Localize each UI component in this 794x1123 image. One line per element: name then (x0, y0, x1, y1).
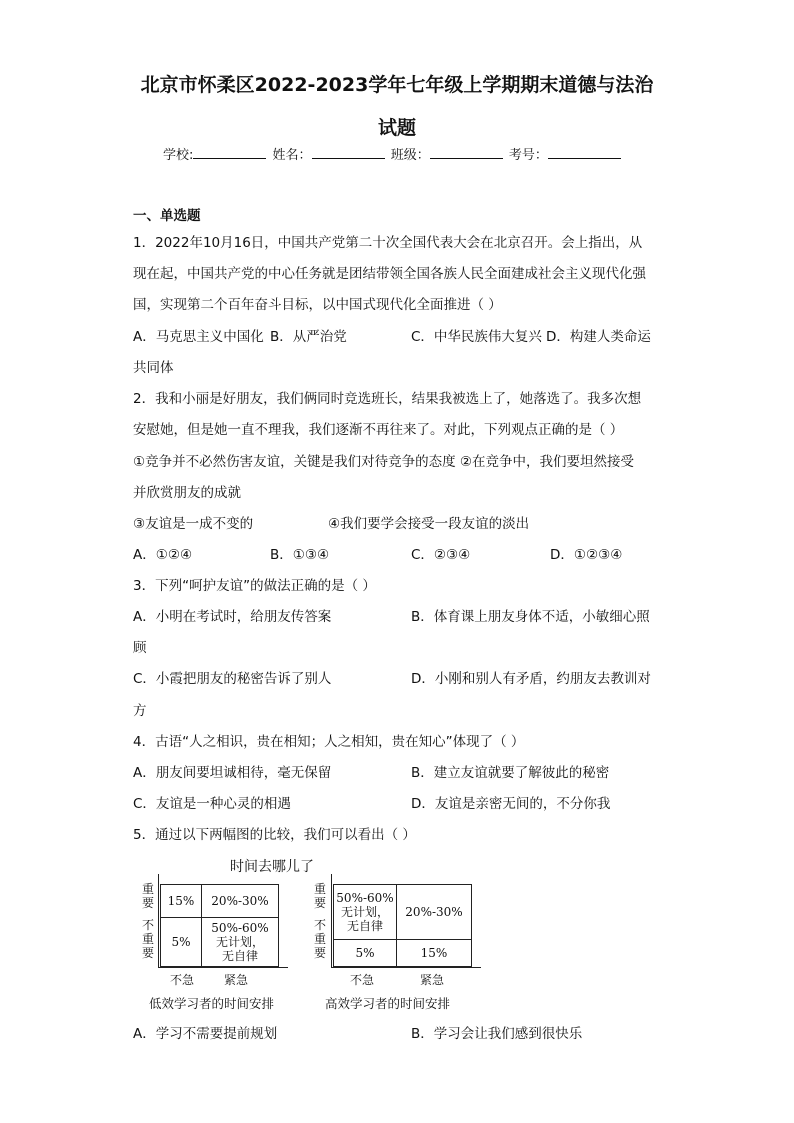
left-cell-important-urgent: 20%-30% (201, 884, 279, 918)
left-y-axis (158, 874, 159, 968)
right-cell-important-urgent: 20%-30% (396, 884, 472, 940)
left-cell-important-not-urgent: 15% (160, 884, 202, 918)
class-blank[interactable] (430, 146, 503, 159)
left-caption: 低效学习者的时间安排 (149, 996, 275, 1011)
section-heading: 一、单选题 (133, 208, 201, 224)
right-cell-important-not-urgent (333, 884, 397, 940)
q1-option-d[interactable]: D．构建人类命运 (546, 329, 651, 345)
right-y-label-unimportant: 不重要 (313, 918, 326, 960)
school-label: 学校: (163, 148, 194, 163)
left-br-line-2: 无计划， (215, 935, 264, 949)
q1-line-3: 国，实现第二个百年奋斗目标，以中国式现代化全面推进（ ） (133, 297, 502, 313)
right-y-label-important: 重要 (313, 882, 326, 910)
q2-line-3: ①竞争并不必然伤害友谊，关键是我们对待竞争的态度 ②在竞争中，我们要坦然接受 (133, 454, 634, 470)
page-title-line1: 北京市怀柔区2022-2023学年七年级上学期期末道德与法治 (140, 74, 654, 96)
q2-option-b[interactable]: B．①③④ (270, 547, 330, 563)
q3-option-d-wrap: 方 (133, 703, 147, 719)
q3-option-b-wrap: 顾 (133, 640, 147, 656)
left-x-label-not-urgent: 不急 (170, 973, 195, 987)
q1-option-a[interactable]: A．马克思主义中国化 (133, 329, 264, 345)
q3-option-c[interactable]: C．小霞把朋友的秘密告诉了别人 (133, 671, 332, 687)
q3-option-a[interactable]: A．小明在考试时，给朋友传答案 (133, 609, 332, 625)
name-label: 姓名： (272, 148, 312, 163)
page-title-line2: 试题 (377, 117, 416, 139)
school-blank[interactable] (193, 146, 266, 159)
right-tl-line-1: 50%-60% (336, 891, 394, 905)
right-x-axis (331, 967, 481, 968)
q3-option-b[interactable]: B．体育课上朋友身体不适，小敏细心照 (411, 609, 650, 625)
name-blank[interactable] (312, 146, 385, 159)
right-y-axis (331, 874, 332, 968)
q1-line-2: 现在起，中国共产党的中心任务就是团结带领全国各族人民全面建成社会主义现代化强 (133, 266, 646, 282)
q1-option-c[interactable]: C．中华民族伟大复兴 (411, 329, 542, 345)
q2-option-d[interactable]: D．①②③④ (550, 547, 623, 563)
right-cell-unimportant-not-urgent: 5% (333, 939, 397, 967)
q1-option-d-wrap: 共同体 (133, 360, 174, 376)
right-x-label-urgent: 紧急 (420, 973, 445, 987)
right-tl-line-3: 无自律 (346, 919, 383, 933)
q4-option-a[interactable]: A．朋友间要坦诚相待，毫无保留 (133, 765, 332, 781)
q2-line-2: 安慰她，但是她一直不理我，我们逐渐不再往来了。对此，下列观点正确的是（ ） (133, 422, 624, 438)
q5-stem: 5．通过以下两幅图的比较，我们可以看出（ ） (133, 827, 416, 843)
q4-stem: 4．古语“人之相识，贵在相知；人之相知，贵在知心”体现了（ ） (133, 734, 525, 750)
left-y-label-unimportant: 不重要 (141, 918, 154, 960)
figure-title: 时间去哪儿了 (230, 859, 314, 875)
left-cell-unimportant-urgent (201, 917, 279, 967)
q5-option-a[interactable]: A．学习不需要提前规划 (133, 1026, 278, 1042)
right-cell-unimportant-urgent: 15% (396, 939, 472, 967)
right-caption: 高效学习者的时间安排 (325, 996, 451, 1011)
student-info-line (163, 144, 623, 163)
q2-item-3: ③友谊是一成不变的 (133, 516, 254, 532)
left-br-line-1: 50%-60% (211, 921, 269, 935)
q2-line-4: 并欣赏朋友的成就 (133, 485, 241, 501)
q2-option-c[interactable]: C．②③④ (411, 547, 471, 563)
right-tl-line-2: 无计划， (340, 905, 389, 919)
left-br-line-3: 无自律 (221, 949, 258, 963)
q2-option-a[interactable]: A．①②④ (133, 547, 193, 563)
q3-option-d[interactable]: D．小刚和别人有矛盾，约朋友去教训对 (411, 671, 651, 687)
q2-line-1: 2．我和小丽是好朋友，我们俩同时竞选班长，结果我被选上了，她落选了。我多次想 (133, 391, 642, 407)
exam-number-blank[interactable] (548, 146, 621, 159)
q1-line-1: 1．2022年10月16日，中国共产党第二十次全国代表大会在北京召开。会上指出，从 (133, 235, 643, 251)
left-x-axis (158, 967, 288, 968)
q5-option-b[interactable]: B．学习会让我们感到很快乐 (411, 1026, 583, 1042)
q3-stem: 3．下列“呵护友谊”的做法正确的是（ ） (133, 578, 376, 594)
q4-option-b[interactable]: B．建立友谊就要了解彼此的秘密 (411, 765, 610, 781)
q4-option-c[interactable]: C．友谊是一种心灵的相遇 (133, 796, 291, 812)
left-x-label-urgent: 紧急 (224, 973, 249, 987)
class-label: 班级： (390, 148, 430, 163)
exam-number-label: 考号： (508, 148, 548, 163)
right-x-label-not-urgent: 不急 (350, 973, 375, 987)
q4-option-d[interactable]: D．友谊是亲密无间的，不分你我 (411, 796, 611, 812)
left-cell-unimportant-not-urgent: 5% (160, 917, 202, 967)
left-y-label-important: 重要 (141, 882, 154, 910)
q1-option-b[interactable]: B．从严治党 (270, 329, 347, 345)
q2-item-4: ④我们要学会接受一段友谊的淡出 (328, 516, 530, 532)
